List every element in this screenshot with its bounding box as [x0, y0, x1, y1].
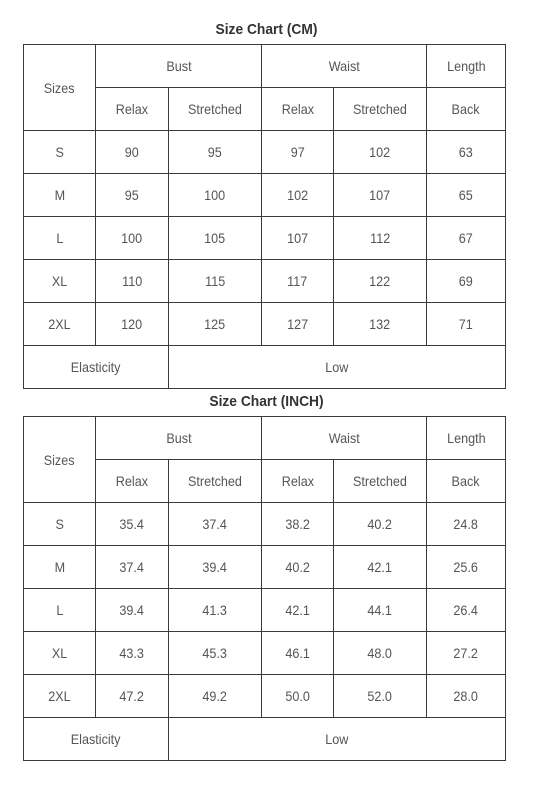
- table-cell: 107: [262, 217, 334, 260]
- table-cell: 65: [427, 174, 506, 217]
- table-cell: 26.4: [427, 589, 506, 632]
- size-cell: XL: [24, 632, 96, 675]
- elasticity-row: [24, 718, 506, 761]
- bust-relax-header: Relax: [96, 88, 169, 131]
- table-cell: 28.0: [427, 675, 506, 718]
- table-cell: 42.1: [262, 589, 334, 632]
- length-back-header: Back: [427, 88, 506, 131]
- table-cell: 41.3: [169, 589, 262, 632]
- length-header: Length: [427, 417, 506, 460]
- length-header: Length: [427, 45, 506, 88]
- table-cell: 43.3: [96, 632, 169, 675]
- table-cell: 39.4: [169, 546, 262, 589]
- elasticity-value: Low: [169, 718, 506, 761]
- size-cell: XL: [24, 260, 96, 303]
- size-cell: L: [24, 589, 96, 632]
- elasticity-row: [24, 346, 506, 389]
- table-cell: 49.2: [169, 675, 262, 718]
- elasticity-label: Elasticity: [24, 346, 169, 389]
- size-cell: S: [24, 131, 96, 174]
- bust-header: Bust: [96, 417, 262, 460]
- waist-header: Waist: [262, 417, 427, 460]
- table-cell: 25.6: [427, 546, 506, 589]
- table-row: [24, 303, 506, 346]
- table-cell: 42.1: [334, 546, 427, 589]
- elasticity-value: Low: [169, 346, 506, 389]
- table-cell: 97: [262, 131, 334, 174]
- table-cell: 48.0: [334, 632, 427, 675]
- bust-relax-header: Relax: [96, 460, 169, 503]
- header-row-2: [24, 460, 506, 503]
- table-cell: 67: [427, 217, 506, 260]
- bust-stretched-header: Stretched: [169, 460, 262, 503]
- table-cell: 117: [262, 260, 334, 303]
- table-cell: 107: [334, 174, 427, 217]
- header-row-1: [24, 45, 506, 88]
- table-cell: 102: [334, 131, 427, 174]
- table-cell: 38.2: [262, 503, 334, 546]
- table-cell: 125: [169, 303, 262, 346]
- table-cell: 35.4: [96, 503, 169, 546]
- table-cell: 27.2: [427, 632, 506, 675]
- table-cell: 39.4: [96, 589, 169, 632]
- size-cell: 2XL: [24, 675, 96, 718]
- length-back-header: Back: [427, 460, 506, 503]
- elasticity-label: Elasticity: [24, 718, 169, 761]
- size-cell: S: [24, 503, 96, 546]
- table-cell: 52.0: [334, 675, 427, 718]
- table-row: [24, 260, 506, 303]
- header-row-1: [24, 417, 506, 460]
- size-cell: L: [24, 217, 96, 260]
- waist-relax-header: Relax: [262, 88, 334, 131]
- sizes-header: Sizes: [24, 45, 96, 131]
- table-cell: 37.4: [169, 503, 262, 546]
- table-cell: 127: [262, 303, 334, 346]
- table-cell: 102: [262, 174, 334, 217]
- table-cell: 44.1: [334, 589, 427, 632]
- table-cell: 95: [169, 131, 262, 174]
- table-row: [24, 217, 506, 260]
- table-row: [24, 503, 506, 546]
- table-cell: 40.2: [334, 503, 427, 546]
- bust-stretched-header: Stretched: [169, 88, 262, 131]
- table-row: [24, 632, 506, 675]
- table-row: [24, 546, 506, 589]
- table-cell: 100: [96, 217, 169, 260]
- table-cell: 105: [169, 217, 262, 260]
- inch-size-table: [23, 416, 506, 761]
- size-cell: M: [24, 174, 96, 217]
- cm-chart-title: Size Chart (CM): [215, 21, 318, 38]
- table-cell: 110: [96, 260, 169, 303]
- table-cell: 122: [334, 260, 427, 303]
- size-cell: M: [24, 546, 96, 589]
- table-cell: 71: [427, 303, 506, 346]
- bust-header: Bust: [96, 45, 262, 88]
- sizes-header: Sizes: [24, 417, 96, 503]
- inch-chart-title: Size Chart (INCH): [209, 393, 324, 410]
- size-cell: 2XL: [24, 303, 96, 346]
- table-cell: 120: [96, 303, 169, 346]
- table-cell: 24.8: [427, 503, 506, 546]
- header-row-2: [24, 88, 506, 131]
- table-cell: 100: [169, 174, 262, 217]
- waist-stretched-header: Stretched: [334, 460, 427, 503]
- waist-stretched-header: Stretched: [334, 88, 427, 131]
- table-cell: 69: [427, 260, 506, 303]
- table-row: [24, 131, 506, 174]
- table-cell: 45.3: [169, 632, 262, 675]
- table-row: [24, 589, 506, 632]
- table-row: [24, 675, 506, 718]
- table-row: [24, 174, 506, 217]
- table-cell: 90: [96, 131, 169, 174]
- table-cell: 112: [334, 217, 427, 260]
- table-cell: 37.4: [96, 546, 169, 589]
- table-cell: 115: [169, 260, 262, 303]
- table-cell: 47.2: [96, 675, 169, 718]
- waist-header: Waist: [262, 45, 427, 88]
- table-cell: 40.2: [262, 546, 334, 589]
- table-cell: 95: [96, 174, 169, 217]
- waist-relax-header: Relax: [262, 460, 334, 503]
- table-cell: 132: [334, 303, 427, 346]
- table-cell: 63: [427, 131, 506, 174]
- table-cell: 50.0: [262, 675, 334, 718]
- cm-size-table: [23, 44, 506, 389]
- table-cell: 46.1: [262, 632, 334, 675]
